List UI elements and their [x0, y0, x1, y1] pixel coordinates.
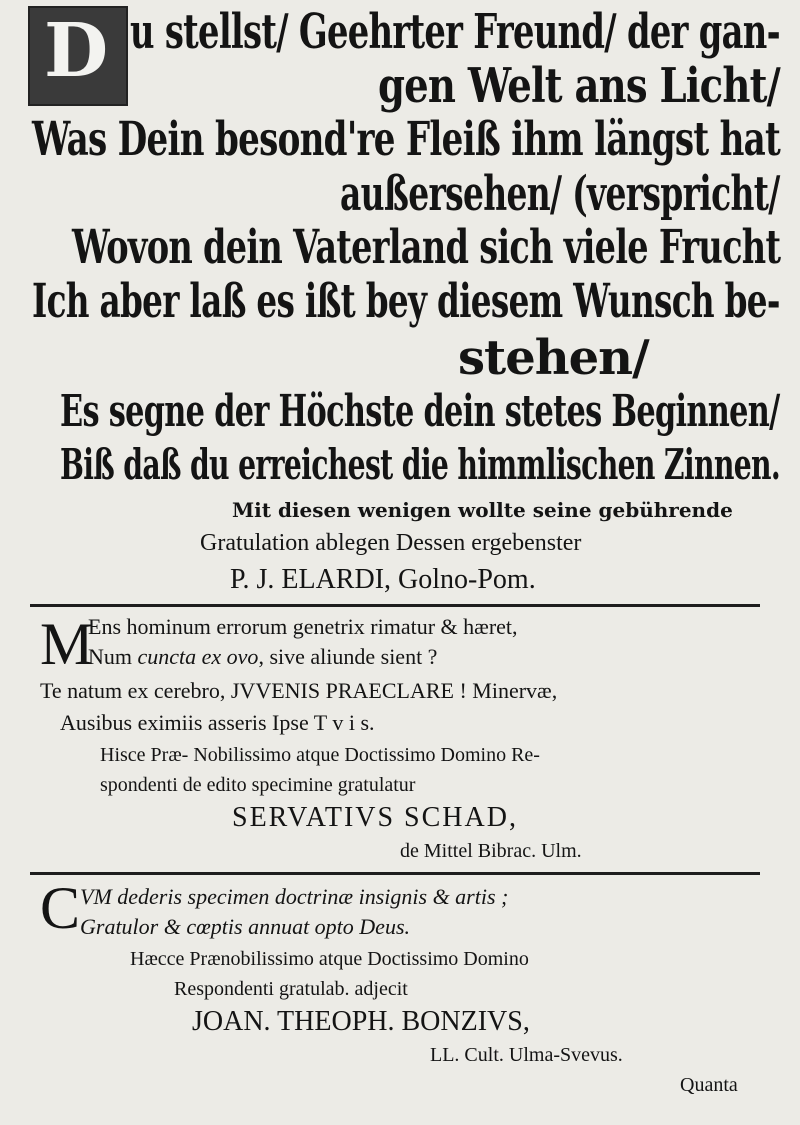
epigram-2-place: LL. Cult. Ulma-Svevus.: [430, 1044, 623, 1066]
epigram-2-line-4: Respondenti gratulab. adjecit: [174, 978, 408, 1000]
dedication-line-2: Gratulation ablegen Dessen ergebenster: [200, 530, 582, 556]
poem-line-5: Wovon dein Vaterland sich viele Frucht: [72, 220, 781, 275]
drop-initial-letter: D: [44, 8, 109, 94]
poem-line-3: Was Dein besond're Fleiß ihm längst hat: [32, 112, 781, 167]
epigram-2-signature: JOAN. THEOPH. BONZIVS,: [192, 1006, 530, 1037]
epigram-2-line-2: Gratulor & cœptis annuat opto Deus.: [80, 914, 411, 939]
epigram-1-line-3: Te natum ex cerebro, JVVENIS PRAECLARE ! Minervæ,: [40, 678, 558, 703]
section-divider-2: [30, 872, 760, 875]
poem-line-8: Es segne der Höchste dein stetes Beginnen/: [60, 386, 780, 437]
epigram-1-line-2-a: Num: [88, 644, 132, 669]
dedication-line-1: Mit diesen wenigen wollte seine gebührende: [232, 498, 733, 522]
epigram-1-place: de Mittel Bibrac. Ulm.: [400, 840, 582, 862]
epigram-1-line-6: spondenti de edito specimine gratulatur: [100, 774, 416, 796]
poem-line-6: Ich aber laß es ißt bey diesem Wunsch be-: [32, 274, 780, 329]
epigram-1-line-4: Ausibus eximiis asseris Ipse T v i s.: [60, 710, 375, 735]
poem-line-7: stehen/: [458, 330, 649, 386]
catchword: Quanta: [680, 1074, 738, 1096]
poem-line-4: außersehen/ (verspricht/: [340, 166, 780, 222]
poem-line-1: u stellst/ Geehrter Freund/ der gan-: [130, 4, 780, 60]
poem-line-9: Biß daß du erreichest die himmlischen Zinnen.: [60, 440, 781, 489]
epigram-2-drop-initial: C: [40, 875, 81, 941]
ornamental-drop-initial: [28, 6, 128, 106]
epigram-1-drop-initial: M: [40, 611, 94, 677]
epigram-1-line-2-b: , sive aliunde sient ?: [258, 644, 438, 669]
epigram-2-line-3: Hæcce Prænobilissimo atque Doctissimo Domino: [130, 948, 529, 970]
epigram-1-line-2: [88, 644, 437, 670]
poem-line-2: gen Welt ans Licht/: [378, 58, 780, 114]
section-divider-1: [30, 604, 760, 607]
epigram-1-signature: SERVATIVS SCHAD,: [232, 802, 518, 833]
epigram-1-line-1: Ens hominum errorum genetrix rimatur & hæret,: [88, 614, 518, 639]
epigram-1-line-2-italic: cuncta ex ovo: [137, 644, 259, 669]
dedication-signature: P. J. ELARDI, Golno-Pom.: [230, 564, 536, 595]
epigram-2-line-1: VM dederis specimen doctrinæ insignis & artis ;: [80, 884, 509, 909]
epigram-1-line-5: Hisce Præ- Nobilissimo atque Doctissimo Domino Re-: [100, 744, 540, 766]
